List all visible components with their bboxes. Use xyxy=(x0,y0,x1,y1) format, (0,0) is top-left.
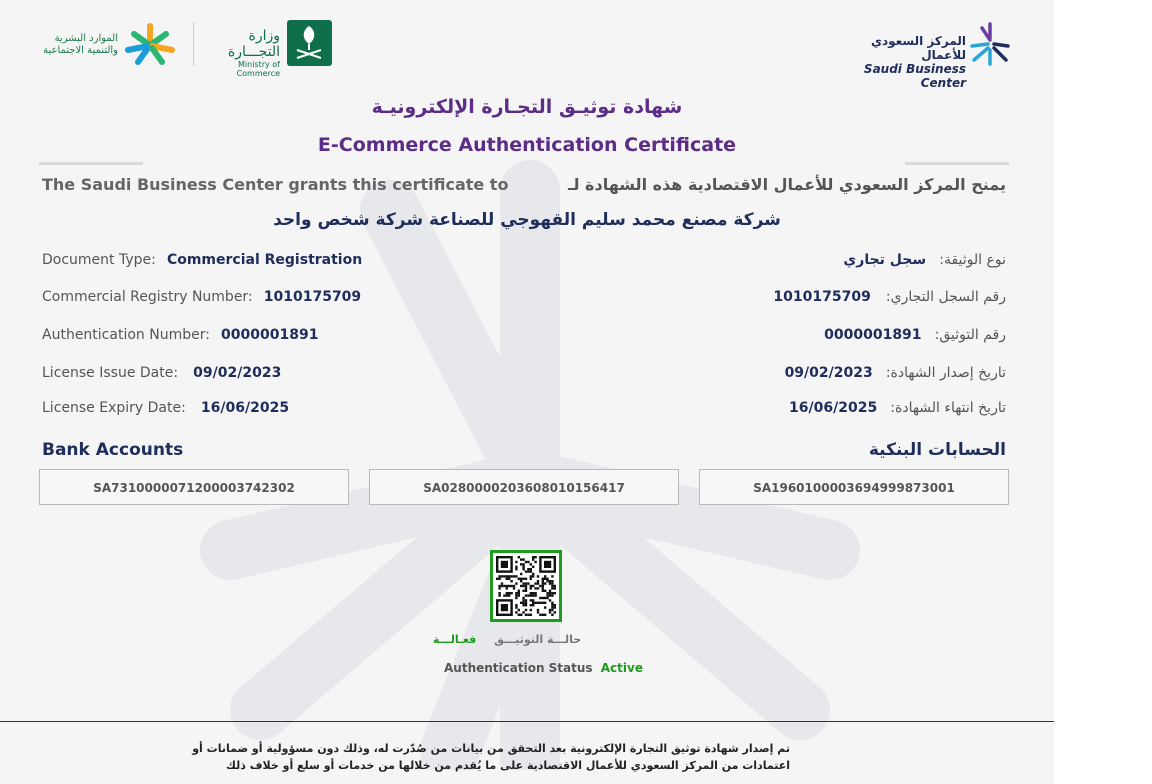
issue-label-ar: تاريخ إصدار الشهادة: xyxy=(885,365,1006,381)
grant-text-ar: يمنح المركز السعودي للأعمال الاقتصادية هذه الشهادة لـ xyxy=(568,175,1006,194)
expiry-row-en xyxy=(42,397,289,416)
hr-ministry-logo-icon xyxy=(120,20,180,68)
footer-divider xyxy=(0,721,1054,722)
footer-disclaimer-line2: اعتمادات من المركز السعودي للأعمال الاقتصادية على ما يُقدم من خلالها من خدمات أو سلع أو خلاف ذلك xyxy=(225,759,790,772)
expiry-value: 16/06/2025 xyxy=(200,400,290,416)
saudi-emblem-icon xyxy=(287,20,332,66)
auth-label: Authentication Number: xyxy=(42,327,210,343)
cr-label-ar: رقم السجل التجاري: xyxy=(885,289,1006,305)
hr-ministry-logo-text: الموارد البشرية والتنمية الاجتماعية xyxy=(43,33,118,56)
logo-divider xyxy=(193,22,194,66)
doc-type-row-ar xyxy=(700,249,1006,268)
doc-type-label: Document Type: xyxy=(42,252,156,268)
moc-logo-text: وزارة التجـــارة Ministry of Commerce xyxy=(227,28,280,78)
sbc-logo-en: Saudi Business Center xyxy=(863,62,966,90)
footer-disclaimer-line1: تم إصدار شهادة توثيق التجارة الإلكترونية بعد التحقق من بيانات من صُدّرت له، وذلك دون مسؤولية أو ضمانات أو xyxy=(192,742,790,755)
bank-account-1: SA7310000071200003742302 xyxy=(39,469,349,505)
issue-label: License Issue Date: xyxy=(42,365,179,381)
doc-type-value: Commercial Registration xyxy=(166,252,363,268)
doc-type-value-ar: سجل تجاري xyxy=(843,252,927,268)
issue-value-ar: 09/02/2023 xyxy=(784,365,873,381)
issue-value: 09/02/2023 xyxy=(193,365,282,381)
expiry-row-ar xyxy=(700,397,1006,416)
watermark-logo-icon xyxy=(150,150,910,770)
cr-value: 1010175709 xyxy=(263,289,362,305)
qr-code-icon xyxy=(493,553,559,619)
issue-row-en xyxy=(42,362,281,381)
doc-type-label-ar: نوع الوثيقة: xyxy=(939,252,1006,268)
separator-left xyxy=(39,162,143,165)
bank-accounts-title-ar: الحسابات البنكية xyxy=(868,440,1006,460)
cr-label: Commercial Registry Number: xyxy=(42,289,253,305)
expiry-label: License Expiry Date: xyxy=(42,400,186,416)
status-row-en xyxy=(444,661,643,675)
qr-code[interactable] xyxy=(490,550,562,622)
expiry-value-ar: 16/06/2025 xyxy=(789,400,878,416)
cr-value-ar: 1010175709 xyxy=(773,289,871,305)
status-value-ar: فعـالـــة xyxy=(432,633,477,646)
bank-accounts-title-en: Bank Accounts xyxy=(42,440,184,460)
status-badge: Active xyxy=(600,661,643,675)
sbc-logo-icon xyxy=(968,20,1014,68)
bank-account-2: SA0280000203608010156417 xyxy=(369,469,679,505)
auth-label-ar: رقم التوثيق: xyxy=(934,327,1006,343)
cr-row-en xyxy=(42,286,361,305)
title-ar: شهادة توثيـق التجـارة الإلكترونيـة xyxy=(371,96,683,118)
cr-row-ar xyxy=(700,286,1006,305)
company-name: شركة مصنع محمد سليم القهوجي للصناعة شركة شخص واحد xyxy=(273,210,781,230)
auth-value-ar: 0000001891 xyxy=(824,327,922,343)
auth-row-en xyxy=(42,324,318,343)
grant-text-en: The Saudi Business Center grants this certificate to xyxy=(42,175,509,194)
status-label-ar: حالـــة التوثيـــق xyxy=(494,633,582,646)
status-row-ar xyxy=(400,633,614,646)
title-en: E-Commerce Authentication Certificate xyxy=(317,134,737,156)
issue-row-ar xyxy=(700,362,1006,381)
auth-value: 0000001891 xyxy=(221,327,319,343)
expiry-label-ar: تاريخ انتهاء الشهادة: xyxy=(890,400,1006,416)
doc-type-row-en xyxy=(42,249,362,268)
sbc-logo xyxy=(826,34,966,90)
bank-account-3: SA1960100003694999873001 xyxy=(699,469,1009,505)
auth-row-ar xyxy=(700,324,1006,343)
separator-right xyxy=(905,162,1009,165)
status-label-en: Authentication Status xyxy=(444,661,593,675)
sbc-logo-ar: المركز السعودي للأعمال xyxy=(870,34,966,62)
